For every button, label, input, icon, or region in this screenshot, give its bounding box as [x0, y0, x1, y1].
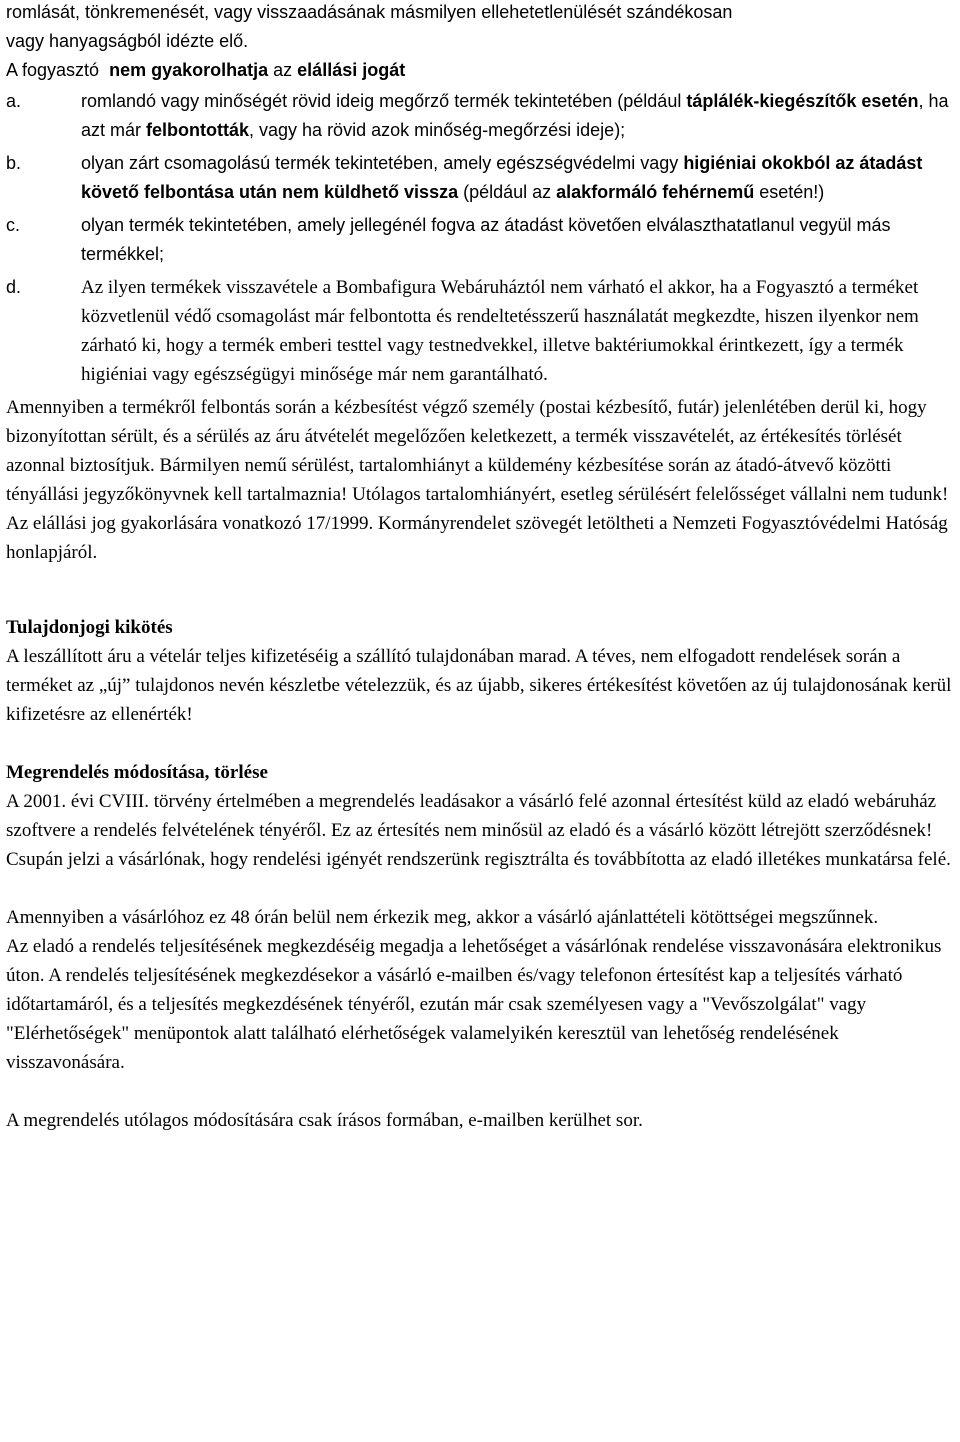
- list-item-text: romlandó vagy minőségét rövid ideig megőrző termék tekintetében (például táplálék-kiegészítők esetén, ha azt már felbontották, vagy ha rövid azok minőség-megőrzési ideje);: [81, 91, 949, 140]
- exceptions-list: [6, 87, 960, 389]
- exceptions-text-a: A fogyasztó: [6, 60, 100, 80]
- list-marker: d.: [6, 277, 22, 297]
- list-item-text: olyan zárt csomagolású termék tekintetében, amely egészségvédelmi vagy higiéniai okokból az átadást követő felbontása után nem küldhető vissza (például az alakformáló fehérnemű esetén!): [81, 153, 923, 202]
- ownership-paragraph: A leszállított áru a vételár teljes kifizetéséig a szállító tulajdonában marad. A téves, nem elfogadott rendelések során a terméket az „új” tulajdonos nevén készletbe vételezzük, és az újabb, sikeres értékesítést követően az új tulajdonosának kerül kifizetésre az ellenérték!: [6, 646, 952, 725]
- intro-paragraph: [6, 0, 960, 56]
- list-item-text: olyan termék tekintetében, amely jellegénél fogva az átadást követően elválaszthatatlanul vegyül más termékkel;: [81, 215, 891, 264]
- ownership-title: Tulajdonjogi kikötés: [6, 617, 173, 638]
- decree-paragraph: Az elállási jog gyakorlására vonatkozó 17/1999. Kormányrendelet szövegét letöltheti a Nemzeti Fogyasztóvédelmi Hatóság honlapjáról.: [6, 513, 948, 563]
- list-item: [6, 149, 960, 207]
- exceptions-text-d: elállási jogát: [297, 60, 406, 80]
- list-marker: c.: [6, 215, 21, 235]
- exceptions-text-c: az: [273, 60, 293, 80]
- modify-paragraph-4: A megrendelés utólagos módosítására csak írásos formában, e-mailben kerülhet sor.: [6, 1110, 643, 1131]
- damage-paragraph: Amennyiben a termékről felbontás során a kézbesítést végző személy (postai kézbesítő, futár) jelenlétében derül ki, hogy bizonyítottan sérült, és a sérülés az áru átvételét megelőzően keletkezett, a termék visszavételét, az értékesítés törlését azonnal biztosítjuk. Bármilyen nemű sérülést, tartalomhiányt a küldemény kézbesítése során az átadó-átvevő közötti tényállási jegyzőkönyvnek kell tartalmaznia! Utólagos tartalomhiányért, esetleg sérülésért felelősséget vállalni nem tudunk!: [6, 397, 949, 505]
- list-item: [6, 211, 960, 269]
- list-marker: a.: [6, 91, 22, 111]
- modify-paragraph-1: A 2001. évi CVIII. törvény értelmében a megrendelés leadásakor a vásárló felé azonnal értesítést küld az eladó webáruház szoftvere a rendelés felvételének tényéről. Ez az értesítés nem minősül az eladó és a vásárló között létrejött szerződésnek! Csupán jelzi a vásárlónak, hogy rendelési igényét rendszerünk regisztrálta és továbbította az eladó illetékes munkatársa felé.: [6, 791, 951, 870]
- modify-paragraph-3: Az eladó a rendelés teljesítésének megkezdéséig megadja a lehetőséget a vásárlónak rendelése visszavonására elektronikus úton. A rendelés teljesítésének megkezdésekor a vásárló e-mailben és/vagy telefonon értesítést kap a teljesítés várható időtartamáról, és a teljesítés megkezdésének tényéről, ezután már csak személyesen vagy a "Vevőszolgálat" vagy "Elérhetőségek" menüpontok alatt található elérhetőségek valamelyikén keresztül van lehetőség rendelésének visszavonására.: [6, 936, 942, 1073]
- intro-line-1: romlását, tönkremenését, vagy visszaadásának másmilyen ellehetetlenülését szándékosan: [6, 2, 733, 22]
- exceptions-heading: [6, 56, 960, 85]
- list-item: [6, 87, 960, 145]
- modify-title: Megrendelés módosítása, törlése: [6, 762, 268, 783]
- intro-line-2: vagy hanyagságból idézte elő.: [6, 31, 249, 51]
- exceptions-text-b: nem gyakorolhatja: [109, 60, 269, 80]
- list-item: [6, 273, 960, 389]
- list-item-text: Az ilyen termékek visszavétele a Bombafigura Webáruháztól nem várható el akkor, ha a Fogyasztó a terméket közvetlenül védő csomagolást már felbontotta és rendeltetésszerű használatát megkezdte, hiszen ilyenkor nem zárható ki, hogy a termék emberi testtel vagy testnedvekkel, illetve baktériumokkal érintkezett, így a termék higiéniai vagy egészségügyi minősége már nem garantálható.: [81, 277, 919, 385]
- modify-paragraph-2: Amennyiben a vásárlóhoz ez 48 órán belül nem érkezik meg, akkor a vásárló ajánlattételi kötöttségei megszűnnek.: [6, 907, 879, 928]
- list-marker: b.: [6, 153, 22, 173]
